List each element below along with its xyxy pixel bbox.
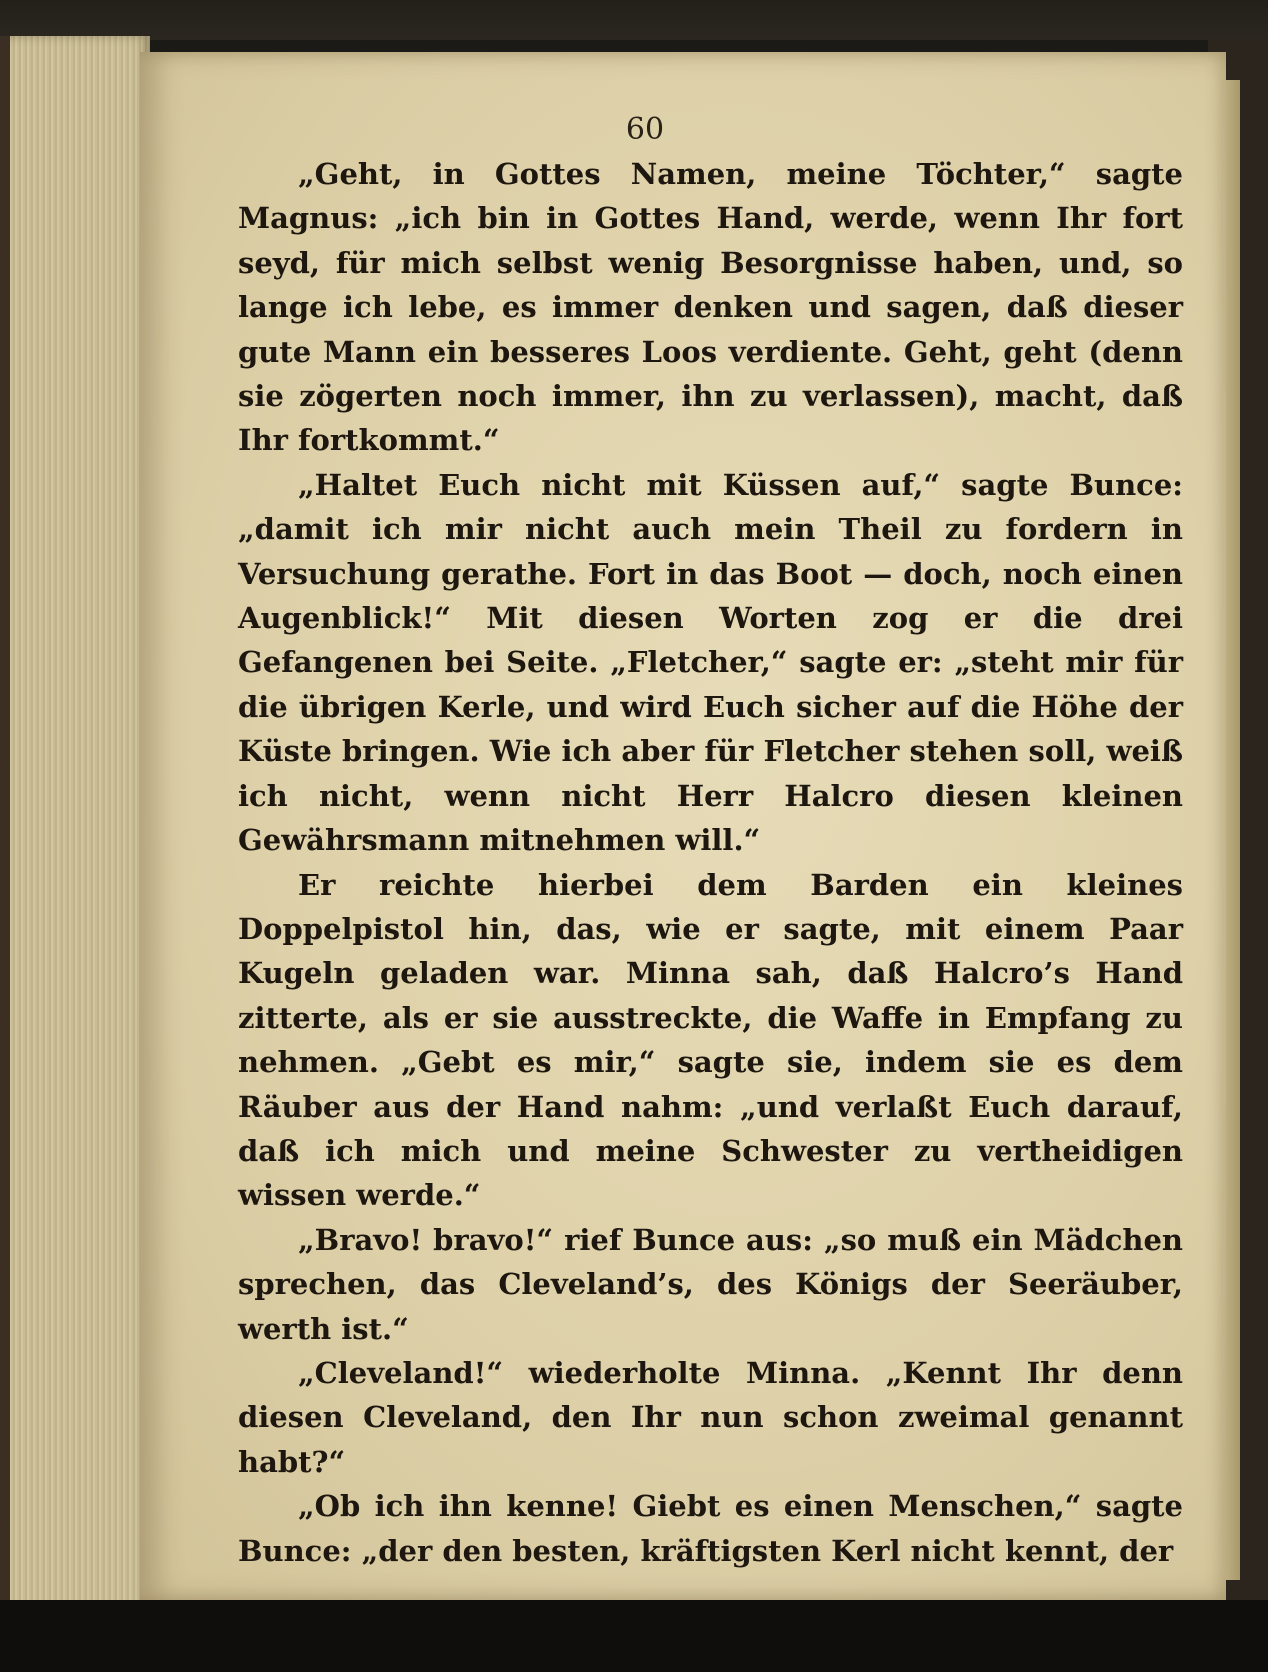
paragraph-4: „Bravo! bravo!“ rief Bunce aus: „so muß ein Mädchen sprechen, das Cleveland’s, des Königs der Seeräuber, werth ist.“ [238, 1222, 1183, 1346]
paragraph-5: „Cleveland!“ wiederholte Minna. „Kennt Ihr denn diesen Cleveland, den Ihr nun schon zweimal genannt habt?“ [238, 1355, 1183, 1479]
paragraph-6: „Ob ich ihn kenne! Giebt es einen Menschen,“ sagte Bunce: „der den besten, kräftigsten Kerl nicht kennt, der [238, 1489, 1183, 1568]
scanner-background-top [0, 0, 1268, 40]
paragraph-3: Er reichte hierbei dem Barden ein kleines Doppelpistol hin, das, wie er sagte, mit einem Paar Kugeln geladen war. Minna sah, daß Halcro’s Hand zitterte, als er sie ausstreckte, die Waffe in Empfang zu nehmen. „Gebt es mir,“ sagte sie, indem sie es dem Räuber aus der Hand nahm: „und verlaßt Euch darauf, daß ich mich und meine Schwester zu vertheidigen wissen werde.“ [238, 867, 1183, 1213]
book-page [140, 52, 1226, 1600]
book-page-edges [0, 36, 150, 1636]
page-text [238, 152, 1183, 1573]
paragraph-2: „Haltet Euch nicht mit Küssen auf,“ sagte Bunce: „damit ich mir nicht auch mein Theil zu fordern in Versuchung gerathe. Fort in das Boot — doch, noch einen Augenblick!“ Mit diesen Worten zog er die drei Gefangenen bei Seite. „Fletcher,“ sagte er: „steht mir für die übrigen Kerle, und wird Euch sicher auf die Höhe der Küste bringen. Wie ich aber für Fletcher stehen soll, weiß ich nicht, wenn nicht Herr Halcro diesen kleinen Gewährsmann mitnehmen will.“ [238, 467, 1183, 858]
scanner-background-bottom [0, 1600, 1268, 1672]
page-number: 60 [625, 112, 665, 147]
book-cover-edge [0, 36, 10, 1636]
paragraph-1: „Geht, in Gottes Namen, meine Töchter,“ sagte Magnus: „ich bin in Gottes Hand, werde, wenn Ihr fort seyd, für mich selbst wenig Besorgnisse haben, und, so lange ich lebe, es immer denken und sagen, daß dieser gute Mann ein besseres Loos verdiente. Geht, geht (denn sie zögerten noch immer, ihn zu verlassen), macht, daß Ihr fortkommt.“ [238, 157, 1183, 458]
